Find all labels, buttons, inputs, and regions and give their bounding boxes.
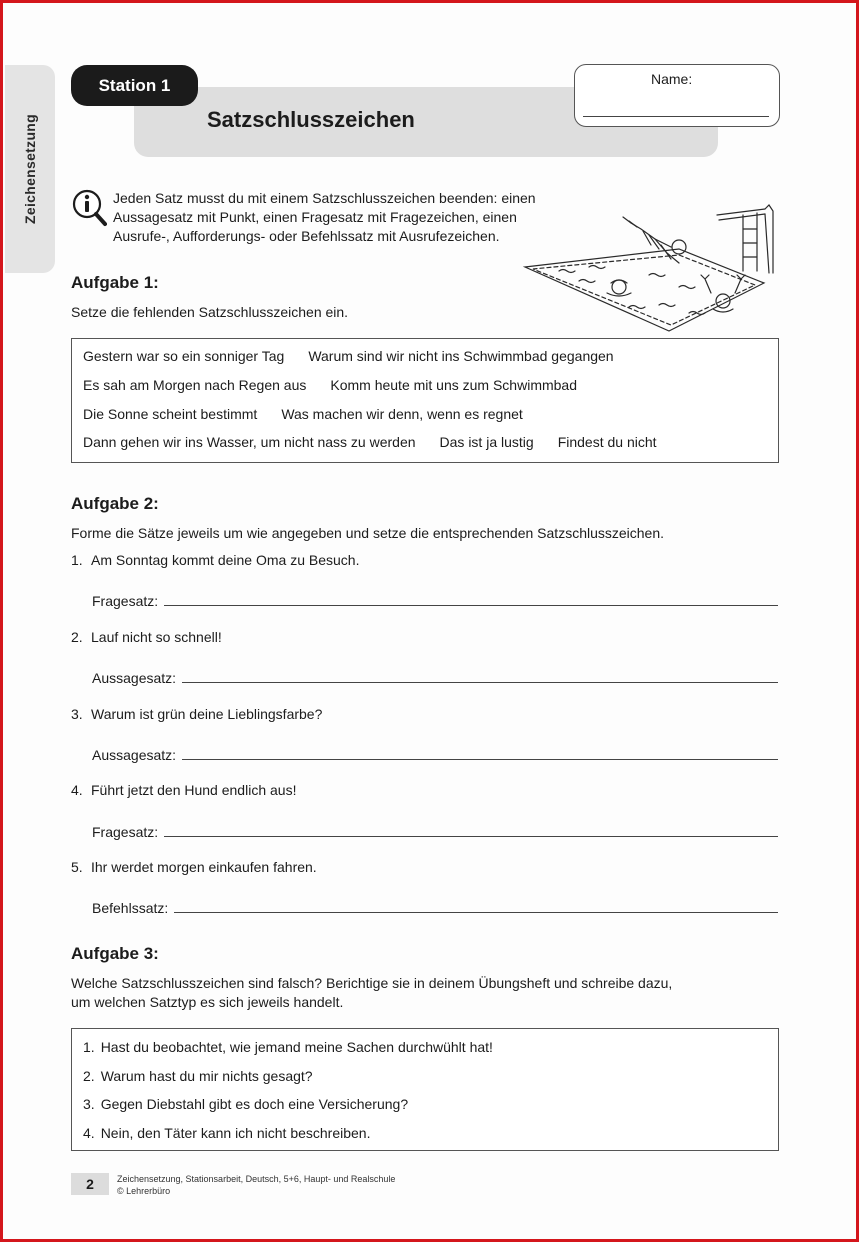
info-magnifier-icon <box>71 189 107 227</box>
info-line: Aussagesatz mit Punkt, einen Fragesatz mit Fragezeichen, einen <box>113 209 517 225</box>
answer-label: Befehlssatz: <box>92 900 169 916</box>
task1-heading: Aufgabe 1: <box>71 273 159 292</box>
info-line: Jeden Satz musst du mit einem Satzschlusszeichen beenden: einen <box>113 190 536 206</box>
task2-item <box>71 629 222 645</box>
task2-item <box>71 859 317 875</box>
name-field[interactable] <box>574 64 780 127</box>
sentence: Was machen wir denn, wenn es regnet <box>281 406 523 422</box>
answer-field[interactable] <box>92 896 778 916</box>
answer-label: Fragesatz: <box>92 824 159 840</box>
sentence: Die Sonne scheint bestimmt <box>83 406 258 422</box>
item-number: 1. <box>71 552 83 568</box>
task3-instruction <box>71 974 779 1012</box>
footer-line: Zeichensetzung, Stationsarbeit, Deutsch, 5+6, Haupt- und Realschule <box>117 1174 396 1184</box>
info-line: Ausrufe-, Aufforderungs- oder Befehlssatz mit Ausrufezeichen. <box>113 228 500 244</box>
list-item <box>83 1068 337 1084</box>
name-label: Name: <box>651 71 693 87</box>
item-number: 3. <box>83 1096 95 1112</box>
answer-label: Fragesatz: <box>92 593 159 609</box>
answer-field[interactable] <box>92 743 778 763</box>
answer-line[interactable] <box>182 682 778 683</box>
answer-label: Aussagesatz: <box>92 747 177 763</box>
sentence-row <box>83 377 601 393</box>
item-sentence: Warum ist grün deine Lieblingsfarbe? <box>91 706 323 722</box>
list-item <box>83 1096 432 1112</box>
task2-item <box>71 706 322 722</box>
instruction-line: um welchen Satztyp es sich jeweils handelt. <box>71 994 344 1010</box>
task2-instruction: Forme die Sätze jeweils um wie angegeben und setze die entsprechenden Satzschlusszeichen. <box>71 525 665 541</box>
answer-line[interactable] <box>164 605 778 606</box>
sentence-row <box>83 434 681 450</box>
footer-line: © Lehrerbüro <box>117 1186 171 1196</box>
answer-field[interactable] <box>92 666 778 686</box>
answer-line[interactable] <box>164 836 778 837</box>
task3-sentence-box <box>71 1028 779 1151</box>
item-text: Gegen Diebstahl gibt es doch eine Versicherung? <box>100 1096 409 1112</box>
item-number: 1. <box>83 1039 95 1055</box>
task1-instruction: Setze die fehlenden Satzschlusszeichen ein. <box>71 304 349 320</box>
item-text: Warum hast du mir nichts gesagt? <box>100 1068 313 1084</box>
item-text: Hast du beobachtet, wie jemand meine Sachen durchwühlt hat! <box>100 1039 493 1055</box>
item-text: Nein, den Täter kann ich nicht beschreiben. <box>100 1125 371 1141</box>
task2-item <box>71 782 296 798</box>
station-badge: Station 1 <box>71 65 198 106</box>
list-item <box>83 1039 517 1055</box>
item-number: 5. <box>71 859 83 875</box>
task3-heading: Aufgabe 3: <box>71 944 159 963</box>
sentence: Das ist ja lustig <box>439 434 534 450</box>
footer-credits <box>117 1173 395 1197</box>
answer-field[interactable] <box>92 820 778 840</box>
task2-item <box>71 552 359 568</box>
sentence: Findest du nicht <box>557 434 657 450</box>
item-number: 4. <box>83 1125 95 1141</box>
list-item <box>83 1125 394 1141</box>
page-title: Satzschlusszeichen <box>207 107 415 132</box>
task1-sentence-box <box>71 338 779 463</box>
sentence: Warum sind wir nicht ins Schwimmbad gegangen <box>308 348 614 364</box>
sentence: Dann gehen wir ins Wasser, um nicht nass zu werden <box>83 434 416 450</box>
item-number: 4. <box>71 782 83 798</box>
answer-line[interactable] <box>174 912 778 913</box>
instruction-line: Welche Satzschlusszeichen sind falsch? Berichtige sie in deinem Übungsheft und schreibe dazu, <box>71 975 673 991</box>
sentence-row <box>83 406 547 422</box>
item-number: 3. <box>71 706 83 722</box>
sentence-row <box>83 348 638 364</box>
task2-heading: Aufgabe 2: <box>71 494 159 513</box>
side-tab-label: Zeichensetzung <box>22 114 38 224</box>
item-sentence: Am Sonntag kommt deine Oma zu Besuch. <box>91 552 360 568</box>
item-sentence: Führt jetzt den Hund endlich aus! <box>91 782 297 798</box>
sentence: Es sah am Morgen nach Regen aus <box>83 377 307 393</box>
page-number: 2 <box>71 1173 109 1195</box>
item-number: 2. <box>71 629 83 645</box>
info-text <box>113 189 583 246</box>
sentence: Komm heute mit uns zum Schwimmbad <box>330 377 577 393</box>
name-line <box>583 116 769 117</box>
answer-label: Aussagesatz: <box>92 670 177 686</box>
sentence: Gestern war so ein sonniger Tag <box>83 348 285 364</box>
item-sentence: Ihr werdet morgen einkaufen fahren. <box>91 859 317 875</box>
answer-line[interactable] <box>182 759 778 760</box>
item-sentence: Lauf nicht so schnell! <box>91 629 222 645</box>
answer-field[interactable] <box>92 589 778 609</box>
item-number: 2. <box>83 1068 95 1084</box>
